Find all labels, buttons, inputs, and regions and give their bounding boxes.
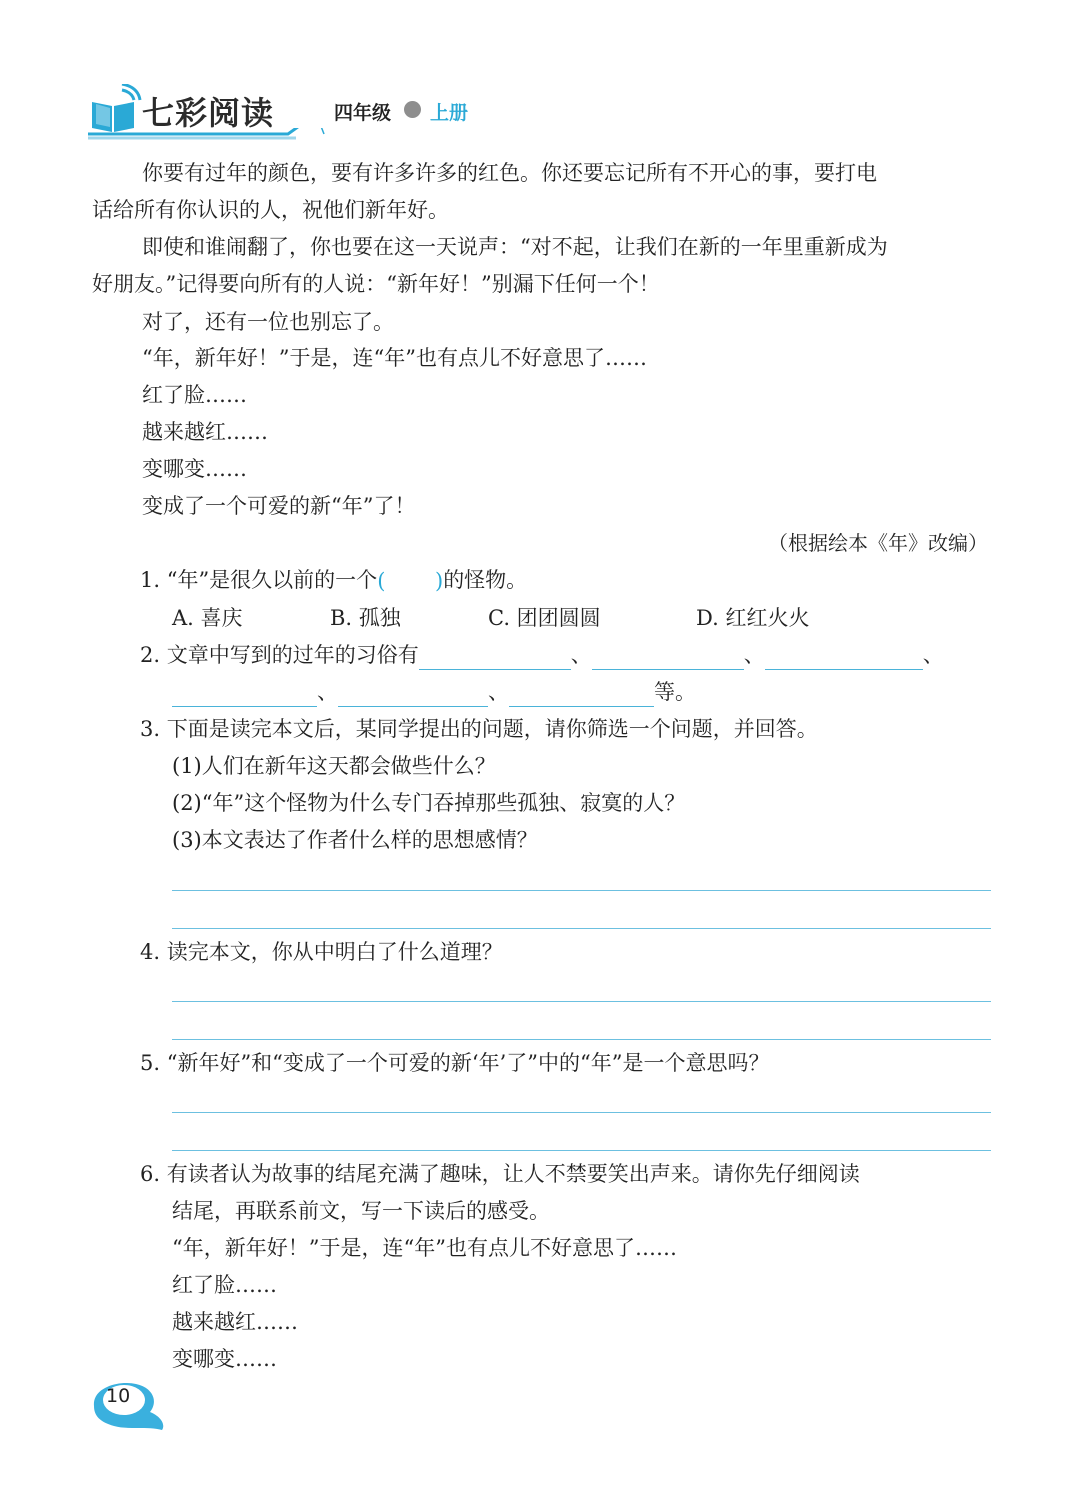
separator: 、: [317, 680, 338, 704]
answer-blank[interactable]: [172, 680, 317, 707]
separator: 、: [743, 643, 765, 667]
question-3-sub-3: (3)本文表达了作者什么样的思想感情？: [172, 828, 538, 852]
option-a[interactable]: A. 喜庆: [172, 606, 243, 630]
option-b[interactable]: B. 孤独: [330, 606, 401, 630]
question-2-cont: [172, 677, 696, 707]
answer-blank[interactable]: [338, 680, 488, 707]
question-1-prefix: 1. “年”是很久以前的一个: [140, 568, 378, 592]
question-3-sub-2: (2)“年”这个怪物为什么专门吞掉那些孤独、寂寞的人？: [172, 791, 686, 815]
question-3: 3. 下面是读完本文后，某同学提出的问题，请你筛选一个问题，并回答。: [140, 717, 818, 741]
brand-title: 七彩阅读: [142, 94, 275, 132]
answer-line[interactable]: [172, 890, 991, 891]
question-4: 4. 读完本文，你从中明白了什么道理？: [140, 940, 503, 964]
question-1: [140, 565, 527, 595]
passage-line: 红了脸……: [142, 383, 247, 407]
quote-line: “年，新年好！”于是，连“年”也有点儿不好意思了……: [172, 1236, 677, 1260]
answer-line[interactable]: [172, 1112, 991, 1113]
question-2-end: 等。: [654, 680, 696, 704]
passage-line: 话给所有你认识的人，祝他们新年好。: [92, 198, 449, 222]
book-icon: [88, 84, 146, 134]
answer-blank[interactable]: [419, 643, 571, 670]
passage-line: 即使和谁闹翻了，你也要在这一天说声：“对不起，让我们在新的一年里重新成为: [142, 235, 888, 259]
quote-line: 红了脸……: [172, 1273, 277, 1297]
grade-label: 四年级: [334, 102, 392, 124]
passage-line: 变成了一个可爱的新“年”了！: [142, 494, 416, 518]
quote-line: 越来越红……: [172, 1310, 298, 1334]
answer-line[interactable]: [172, 1150, 991, 1151]
passage-line: 变哪变……: [142, 457, 247, 481]
passage-line: 你要有过年的颜色，要有许多许多的红色。你还要忘记所有不开心的事，要打电: [142, 161, 877, 185]
answer-line[interactable]: [172, 1001, 991, 1002]
question-6: 6. 有读者认为故事的结尾充满了趣味，让人不禁要笑出声来。请你先仔细阅读: [140, 1162, 860, 1186]
question-1-suffix: 的怪物。: [443, 568, 528, 592]
passage-line: 好朋友。”记得要向所有的人说：“新年好！”别漏下任何一个！: [92, 272, 660, 296]
source-citation: （根据绘本《年》改编）: [768, 531, 988, 555]
question-5: 5. “新年好”和“变成了一个可爱的新‘年’了”中的“年”是一个意思吗？: [140, 1051, 770, 1075]
option-d[interactable]: D. 红红火火: [696, 606, 810, 630]
separator: 、: [922, 643, 944, 667]
question-6-cont: 结尾，再联系前文，写一下读后的感受。: [172, 1199, 550, 1223]
answer-blank[interactable]: [765, 643, 923, 670]
separator: 、: [570, 643, 592, 667]
answer-blank[interactable]: [377, 571, 443, 593]
quote-line: 变哪变……: [172, 1347, 277, 1371]
answer-blank[interactable]: [592, 643, 744, 670]
page-header: [88, 84, 648, 140]
option-c[interactable]: C. 团团圆圆: [488, 606, 601, 630]
answer-line[interactable]: [172, 1039, 991, 1040]
separator: 、: [488, 680, 509, 704]
answer-line[interactable]: [172, 928, 991, 929]
question-1-options: [172, 602, 872, 632]
question-2-prefix: 2. 文章中写到的过年的习俗有: [140, 643, 419, 667]
question-2: [140, 640, 944, 670]
answer-blank[interactable]: [509, 680, 654, 707]
question-3-sub-1: (1)人们在新年这天都会做些什么？: [172, 754, 496, 778]
passage-line: “年，新年好！”于是，连“年”也有点儿不好意思了……: [142, 346, 647, 370]
page-number: 10: [106, 1385, 131, 1407]
passage-line: 对了，还有一位也别忘了。: [142, 310, 394, 334]
volume-label: 上册: [430, 102, 469, 124]
header-rule: [88, 128, 648, 142]
separator-dot: [404, 101, 421, 118]
passage-line: 越来越红……: [142, 420, 268, 444]
